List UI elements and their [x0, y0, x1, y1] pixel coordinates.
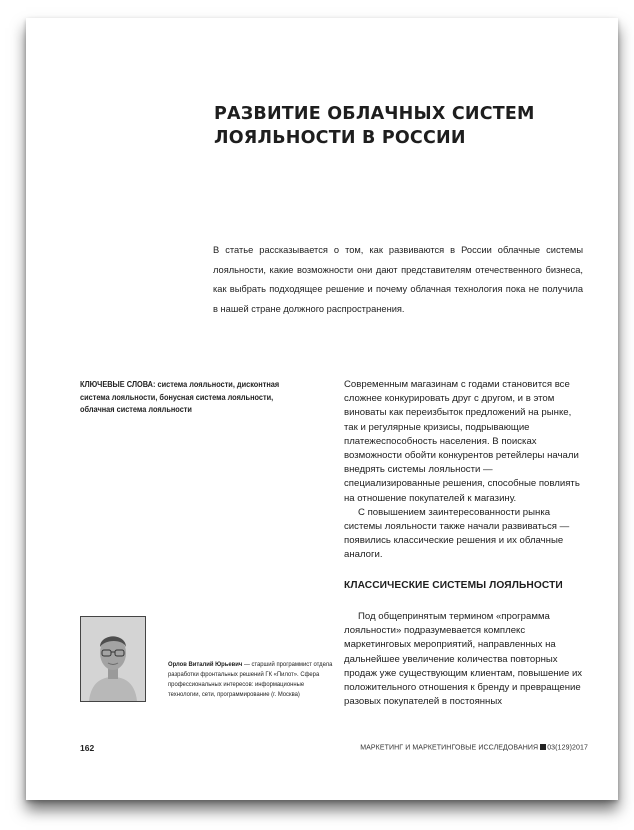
author-photo	[80, 616, 146, 702]
section-heading: КЛАССИЧЕСКИЕ СИСТЕМЫ ЛОЯЛЬНОСТИ	[344, 580, 563, 591]
paragraph-2: С повышением заинтересованности рынка системы лояльности также начали развиваться — появились классические решения и их облачные аналоги.	[344, 506, 570, 561]
keywords-label: КЛЮЧЕВЫЕ СЛОВА:	[80, 380, 156, 389]
journal-issue: 03(129)2017	[547, 744, 588, 752]
article-abstract: В статье рассказывается о том, как развиваются в России облачные системы лояльности, какие возможности они дают представителям отечественного бизнеса, как выбрать подходящее решение и почему облачная технология пока не получила в нашей стране должного распространения.	[213, 245, 583, 314]
square-bullet-icon	[540, 744, 546, 750]
keywords-block	[80, 379, 295, 417]
author-name: Орлов Виталий Юрьевич	[168, 661, 243, 668]
author-info	[168, 660, 334, 700]
article-body-intro	[344, 378, 584, 563]
paragraph-1: Современным магазинам с годами становится все сложнее конкурировать друг с другом, и в этом виноваты как переизбыток предложений на рынке, так и регулярные кризисы, подрывающие платежеспособность населения. В поисках возможности обойти конкурентов ретейлеры начали внедрять системы лояльности — специализированные решения, способные повлиять на отношение покупателей к магазину.	[344, 379, 580, 504]
article-title: РАЗВИТИЕ ОБЛАЧНЫХ СИСТЕМ ЛОЯЛЬНОСТИ В РОССИИ	[214, 104, 535, 148]
author-bio: — старший программист отдела разработки фронтальных решений ГК «Пилот». Сфера профессиональных интересов: информационные технологии, сети, программирование (г. Москва)	[168, 661, 333, 698]
paragraph-3: Под общепринятым термином «программа лояльности» подразумевается комплекс маркетинговых мероприятий, направленных на дальнейшее увеличение количества повторных продаж уже существующим клиентам, повышение их положительного отношения к бренду и превращение разовых покупателей в постоянных	[344, 611, 583, 708]
keywords-list: система лояльности, дисконтная система лояльности, бонусная система лояльности, облачная система лояльности	[80, 380, 280, 414]
page-number: 162	[80, 743, 95, 753]
magazine-page	[26, 18, 618, 800]
author-portrait-image	[81, 617, 145, 701]
journal-name: МАРКЕТИНГ И МАРКЕТИНГОВЫЕ ИССЛЕДОВАНИЯ	[360, 744, 539, 752]
journal-footer	[360, 744, 588, 752]
